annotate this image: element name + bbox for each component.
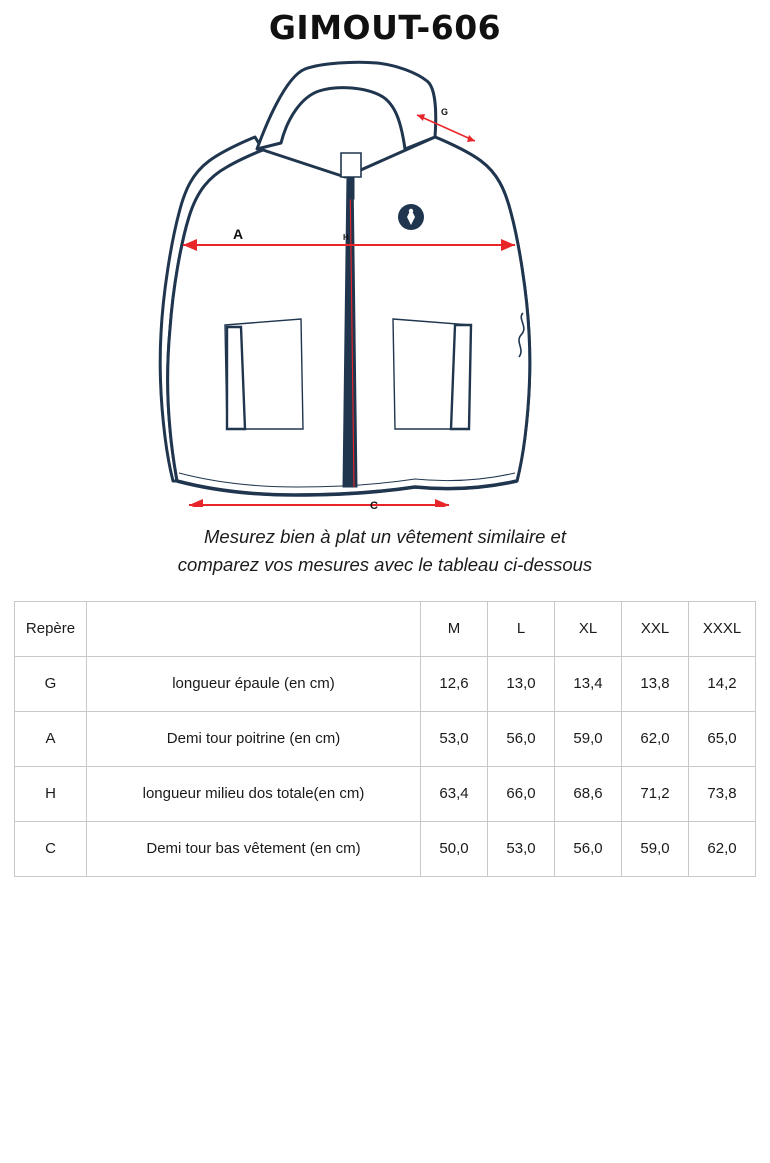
garment-figure <box>0 57 770 517</box>
figure-label-a: A <box>233 226 244 242</box>
row-mark: G <box>15 656 87 711</box>
row-value-l: 13,0 <box>488 656 555 711</box>
row-description: longueur épaule (en cm) <box>87 656 421 711</box>
row-description: longueur milieu dos totale(en cm) <box>87 766 421 821</box>
row-value-xxl: 59,0 <box>622 821 689 876</box>
figure-label-c: C <box>370 500 378 512</box>
header-size-xxxl: XXXL <box>689 601 756 656</box>
table-header-row <box>15 601 756 656</box>
vest-technical-drawing <box>105 57 665 507</box>
row-value-l: 56,0 <box>488 711 555 766</box>
row-mark: A <box>15 711 87 766</box>
row-value-m: 53,0 <box>421 711 488 766</box>
row-value-xxxl: 14,2 <box>689 656 756 711</box>
table-row <box>15 711 756 766</box>
header-size-xxl: XXL <box>622 601 689 656</box>
row-value-m: 50,0 <box>421 821 488 876</box>
instructions-text <box>0 523 770 579</box>
row-description: Demi tour bas vêtement (en cm) <box>87 821 421 876</box>
row-value-l: 66,0 <box>488 766 555 821</box>
row-mark: H <box>15 766 87 821</box>
table-row <box>15 656 756 711</box>
row-value-xxl: 62,0 <box>622 711 689 766</box>
figure-label-g: G <box>441 107 449 117</box>
header-size-m: M <box>421 601 488 656</box>
row-value-l: 53,0 <box>488 821 555 876</box>
size-guide-page <box>0 8 770 1163</box>
header-size-l: L <box>488 601 555 656</box>
table-row <box>15 766 756 821</box>
row-value-xl: 56,0 <box>555 821 622 876</box>
size-table <box>14 601 756 877</box>
row-value-xxl: 71,2 <box>622 766 689 821</box>
table-row <box>15 821 756 876</box>
row-value-xl: 13,4 <box>555 656 622 711</box>
row-value-xl: 59,0 <box>555 711 622 766</box>
row-value-xxxl: 73,8 <box>689 766 756 821</box>
row-value-xxxl: 62,0 <box>689 821 756 876</box>
size-table-wrapper <box>14 601 756 877</box>
row-value-xxxl: 65,0 <box>689 711 756 766</box>
row-description: Demi tour poitrine (en cm) <box>87 711 421 766</box>
header-size-xl: XL <box>555 601 622 656</box>
header-description <box>87 601 421 656</box>
row-value-xxl: 13,8 <box>622 656 689 711</box>
row-value-m: 12,6 <box>421 656 488 711</box>
instructions-line-1: Mesurez bien à plat un vêtement similaire et <box>204 526 566 547</box>
header-repere: Repère <box>15 601 87 656</box>
page-title: GIMOUT-606 <box>268 8 502 47</box>
figure-label-h: H <box>343 233 349 242</box>
row-value-m: 63,4 <box>421 766 488 821</box>
row-value-xl: 68,6 <box>555 766 622 821</box>
row-mark: C <box>15 821 87 876</box>
instructions-line-2: comparez vos mesures avec le tableau ci-dessous <box>177 553 593 575</box>
